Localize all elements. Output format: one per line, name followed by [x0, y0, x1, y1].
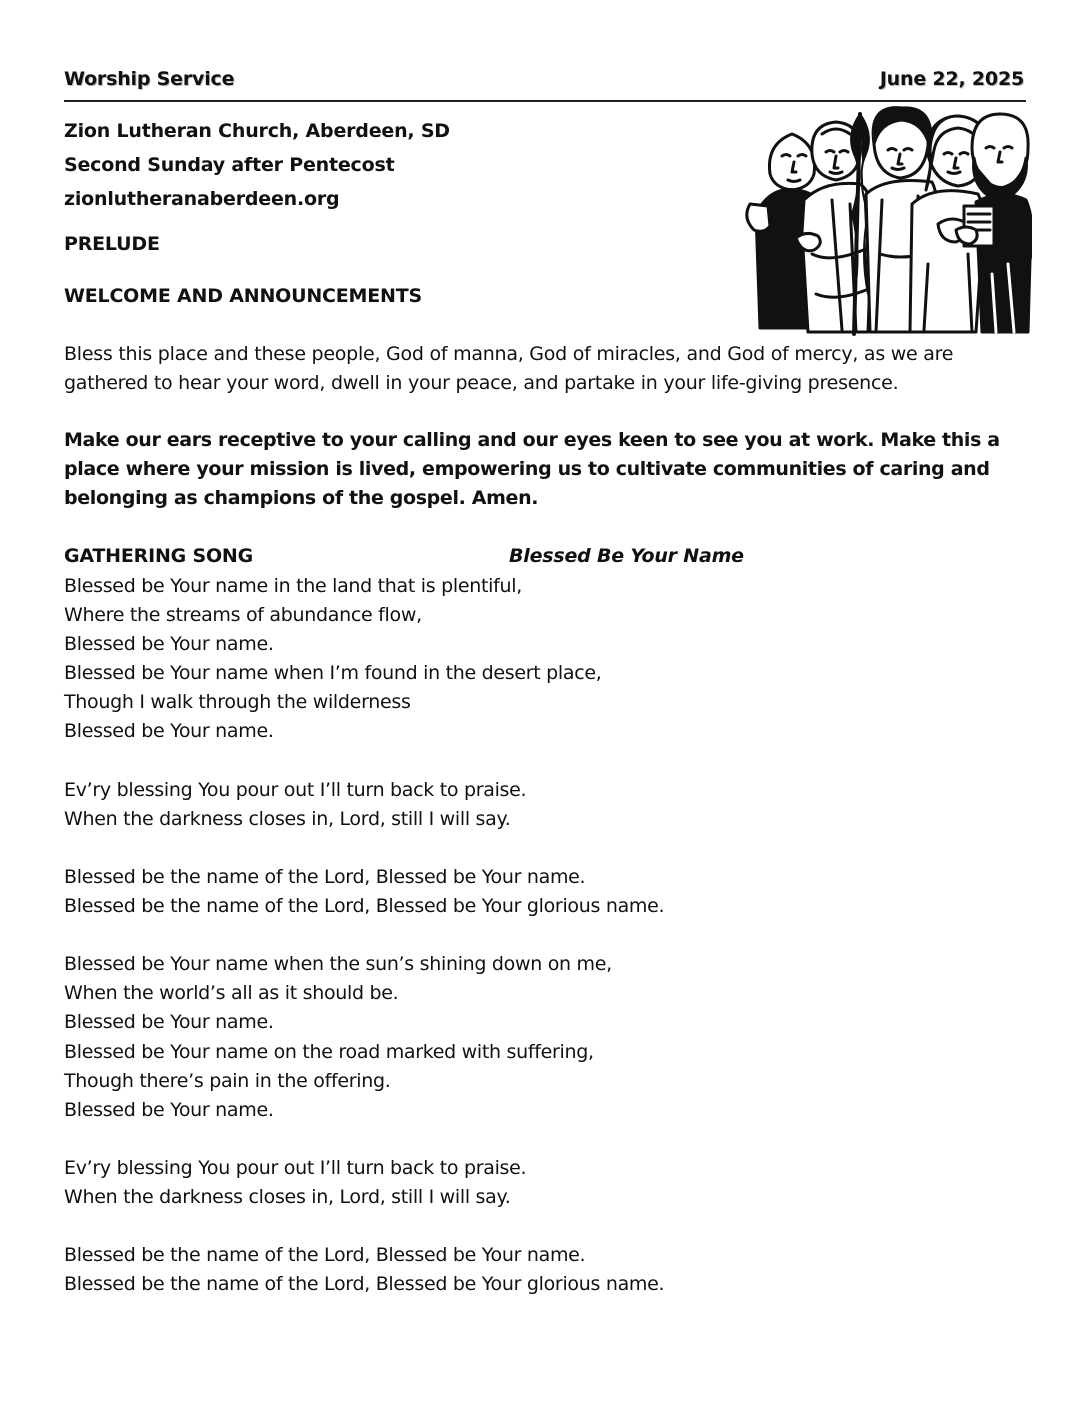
gathering-heading: GATHERING SONG: [64, 545, 254, 567]
lyric-line: Blessed be Your name when I’m found in the desert place,: [64, 662, 602, 685]
lyric-line: Blessed be Your name in the land that is plentiful,: [64, 575, 522, 597]
lyric-line: Ev’ry blessing You pour out I’ll turn back to praise.: [64, 778, 527, 801]
song-title: Blessed Be Your Name: [509, 545, 744, 567]
prayer-leader: Bless this place and these people, God of manna, God of miracles, and God of mercy, as we are gathered to hear your word, dwell in your peace, and partake in your life-giving presence.: [64, 343, 954, 394]
lyric-line: Blessed be Your name when the sun’s shining down on me,: [64, 953, 612, 976]
lyric-line: Ev’ry blessing You pour out I’ll turn back to praise.: [64, 1156, 527, 1179]
lyric-line: When the world’s all as it should be.: [64, 982, 399, 1005]
church-info: [64, 114, 450, 216]
stanza: [64, 1154, 664, 1212]
lyric-line: Blessed be Your name.: [64, 1011, 274, 1034]
church-website: zionlutheranaberdeen.org: [64, 188, 340, 210]
stanza: [64, 1241, 664, 1299]
lyric-line: Blessed be the name of the Lord, Blessed be Your name.: [64, 1244, 586, 1267]
page-header: [64, 68, 1026, 102]
prayer-response: Make our ears receptive to your calling and our eyes keen to see you at work. Make this a place where your mission is lived, empowering us to cultivate communities of caring and belonging as champions of the gospel. Amen.: [64, 429, 1000, 509]
lyric-line: When the darkness closes in, Lord, still I will say.: [64, 807, 511, 830]
lyric-line: Though I walk through the wilderness: [64, 691, 411, 714]
lyric-line: Though there’s pain in the offering.: [64, 1069, 391, 1092]
header-date: June 22, 2025: [879, 68, 1024, 90]
stanza: [64, 572, 664, 747]
prelude-heading: PRELUDE: [64, 233, 160, 255]
lyric-line: Blessed be the name of the Lord, Blessed be Your glorious name.: [64, 895, 665, 918]
lyric-line: Where the streams of abundance flow,: [64, 604, 422, 627]
service-occasion: Second Sunday after Pentecost: [64, 154, 395, 176]
lyric-line: Blessed be Your name.: [64, 720, 274, 743]
lyric-line: Blessed be the name of the Lord, Blessed be Your glorious name.: [64, 1273, 665, 1296]
lyric-line: Blessed be Your name.: [64, 633, 274, 656]
lyric-line: Blessed be the name of the Lord, Blessed be Your name.: [64, 865, 586, 888]
lyric-line: Blessed be Your name on the road marked with suffering,: [64, 1040, 594, 1063]
church-name: Zion Lutheran Church, Aberdeen, SD: [64, 120, 450, 142]
song-lyrics: [64, 572, 664, 1328]
lyric-line: Blessed be Your name.: [64, 1098, 274, 1121]
saints-group-illustration: [742, 104, 1032, 336]
lyric-line: When the darkness closes in, Lord, still I will say.: [64, 1185, 511, 1208]
stanza: [64, 776, 664, 834]
header-title: Worship Service: [64, 68, 235, 90]
stanza: [64, 863, 664, 921]
stanza: [64, 950, 664, 1125]
welcome-heading: WELCOME AND ANNOUNCEMENTS: [64, 285, 422, 307]
